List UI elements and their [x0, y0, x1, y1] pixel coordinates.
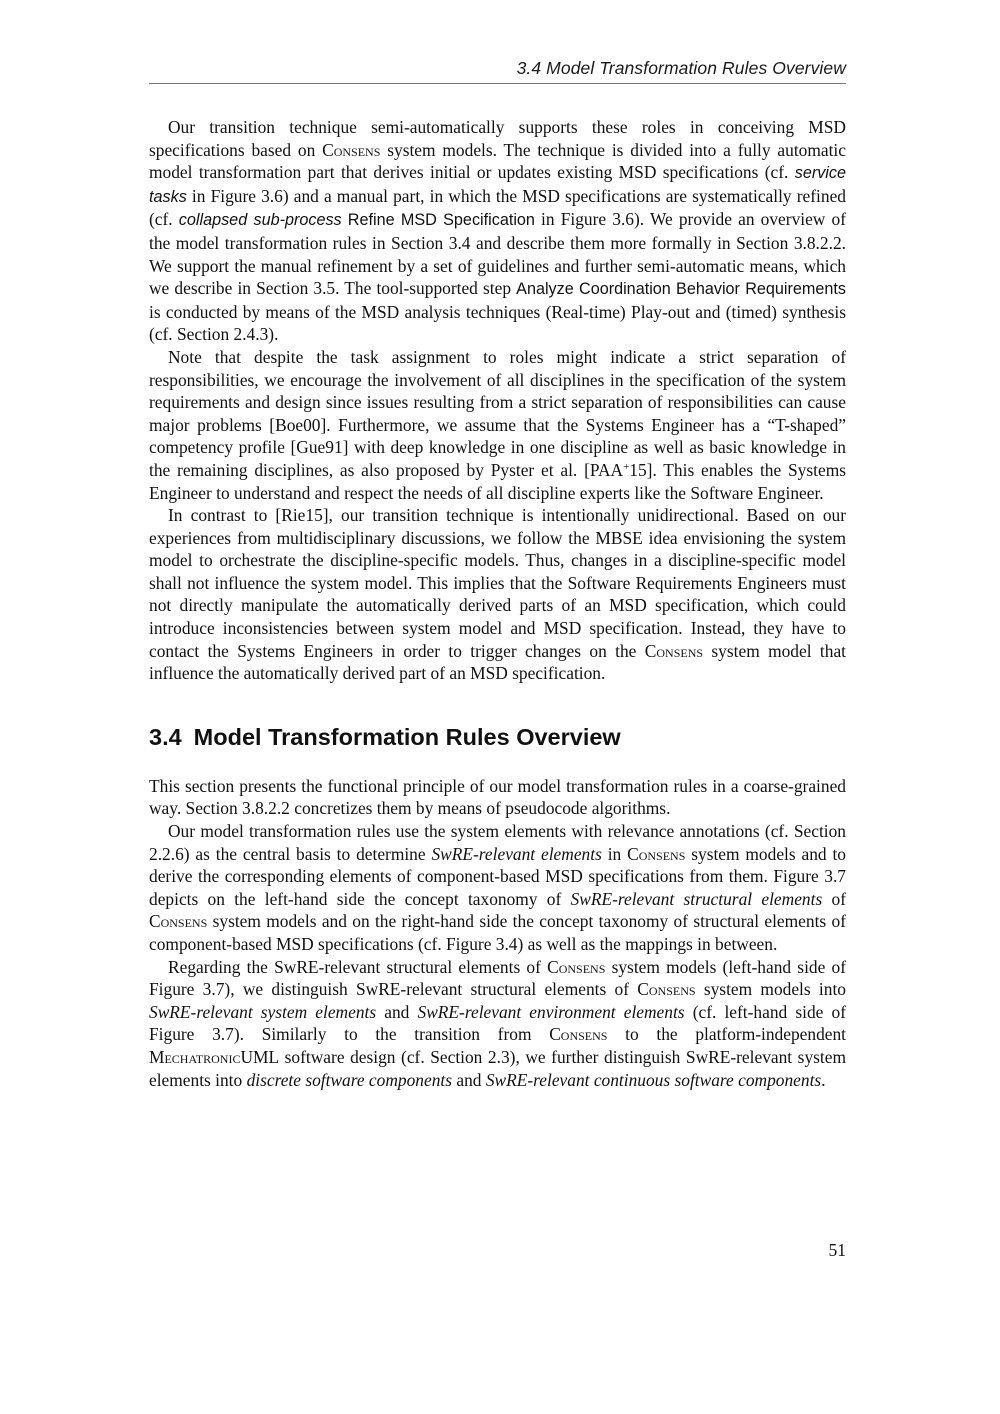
paragraph-unidirectional: In contrast to [Rie15], our transition technique is intentionally unidirectional. Based on our experiences from multidisciplinary discussions, we follow the MBSE idea envisioning the system model to orchestrate the discipline-specific models. Thus, changes in a discipline-specific model shall not influence the system model. This implies that the Software Requirements Engineers must not directly manipulate the automatically derived parts of an MSD specification, which could introduce inconsistencies between system model and MSD specification. Instead, they have to contact the Systems Engineers in order to trigger changes on the Consens system model that influence the automatically derived part of an MSD specification.: [149, 505, 847, 684]
page-number: 51: [828, 1240, 846, 1260]
refine-msd-term: Refine MSD Specification: [347, 211, 535, 230]
paragraph-roles: Our transition technique semi-automatically supports these roles in conceiving MSD specifications based on Consens system models. The technique is divided into a fully automatic model transformation part that derives initial or updates existing MSD specifications (cf. service tasks in Figure 3.6) and a manual part, in which the MSD specifications are systematically refined (cf. collapsed sub-process Refine MSD Specification in Figure 3.6). We provide an overview of the model transformation rules in Section 3.4 and describe them more formally in Section 3.8.2.2. We support the manual refinement by a set of guidelines and further semi-automatic means, which we describe in Section 3.5. The tool-supported step Analyze Coordination Behavior Requirements is conducted by means of the MSD analysis techniques (Real-time) Play-out and (timed) synthesis (cf. Section 2.4.3).: [149, 117, 846, 345]
consens-term: Consens: [149, 911, 208, 932]
consens-term: Consens: [549, 1024, 608, 1045]
header-rule: [149, 83, 846, 84]
analyze-coordination-term: Analyze Coordination Behavior Requirements: [516, 280, 846, 299]
body-text: [149, 116, 846, 1091]
paragraph-section-intro: This section presents the functional principle of our model transformation rules in a coarse-grained way. Section 3.8.2.2 concretizes them by means of pseudocode algorithms.: [149, 775, 846, 819]
consens-term: Consens: [644, 640, 704, 661]
consens-term: Consens: [637, 979, 696, 1000]
consens-term: Consens: [547, 956, 606, 977]
collapsed-subprocess-term: collapsed sub-process: [178, 211, 342, 230]
paper-page: [149, 0, 846, 1414]
mechatronicuml-term: MechatronicUML: [149, 1046, 280, 1067]
paragraph-structural-elements: Regarding the SwRE-relevant structural elements of Consens system models (left-hand side of Figure 3.7), we distinguish SwRE-relevant structural elements of Consens system models into SwRE-relevant system elements and SwRE-relevant environment elements (cf. left-hand side of Figure 3.7). Similarly to the transition from Consens to the platform-independent MechatronicUML software design (cf. Section 2.3), we further distinguish SwRE-relevant system elements into discrete software components and SwRE-relevant continuous software components.: [149, 956, 847, 1090]
paragraph-separation: Note that despite the task assignment to roles might indicate a strict separation of responsibilities, we encourage the involvement of all disciplines in the specification of the system requirements and design since issues resulting from a strict separation of responsibilities can cause major problems [Boe00]. Furthermore, we assume that the Systems Engineer has a “T-shaped” competency profile [Gue91] with deep knowledge in one discipline as well as basic knowledge in the remaining disciplines, as also proposed by Pyster et al. [PAA+15]. This enables the Systems Engineer to understand and respect the needs of all discipline experts like the Software Engineer.: [149, 346, 846, 503]
consens-term: Consens: [322, 139, 381, 160]
consens-term: Consens: [627, 843, 686, 864]
section-number: 3.4: [149, 723, 182, 750]
section-heading: [149, 723, 846, 751]
section-title: Model Transformation Rules Overview: [193, 723, 621, 750]
service-tasks-term: service tasks: [149, 164, 846, 206]
paragraph-relevance: Our model transformation rules use the system elements with relevance annotations (cf. Section 2.2.6) as the central basis to determine SwRE-relevant elements in Consens system models and to derive the corresponding elements of component-based MSD specifications from them. Figure 3.7 depicts on the left-hand side the concept taxonomy of SwRE-relevant structural elements of Consens system models and on the right-hand side the concept taxonomy of structural elements of component-based MSD specifications (cf. Figure 3.4) as well as the mappings in between.: [149, 821, 846, 954]
running-header: 3.4 Model Transformation Rules Overview: [516, 58, 846, 78]
